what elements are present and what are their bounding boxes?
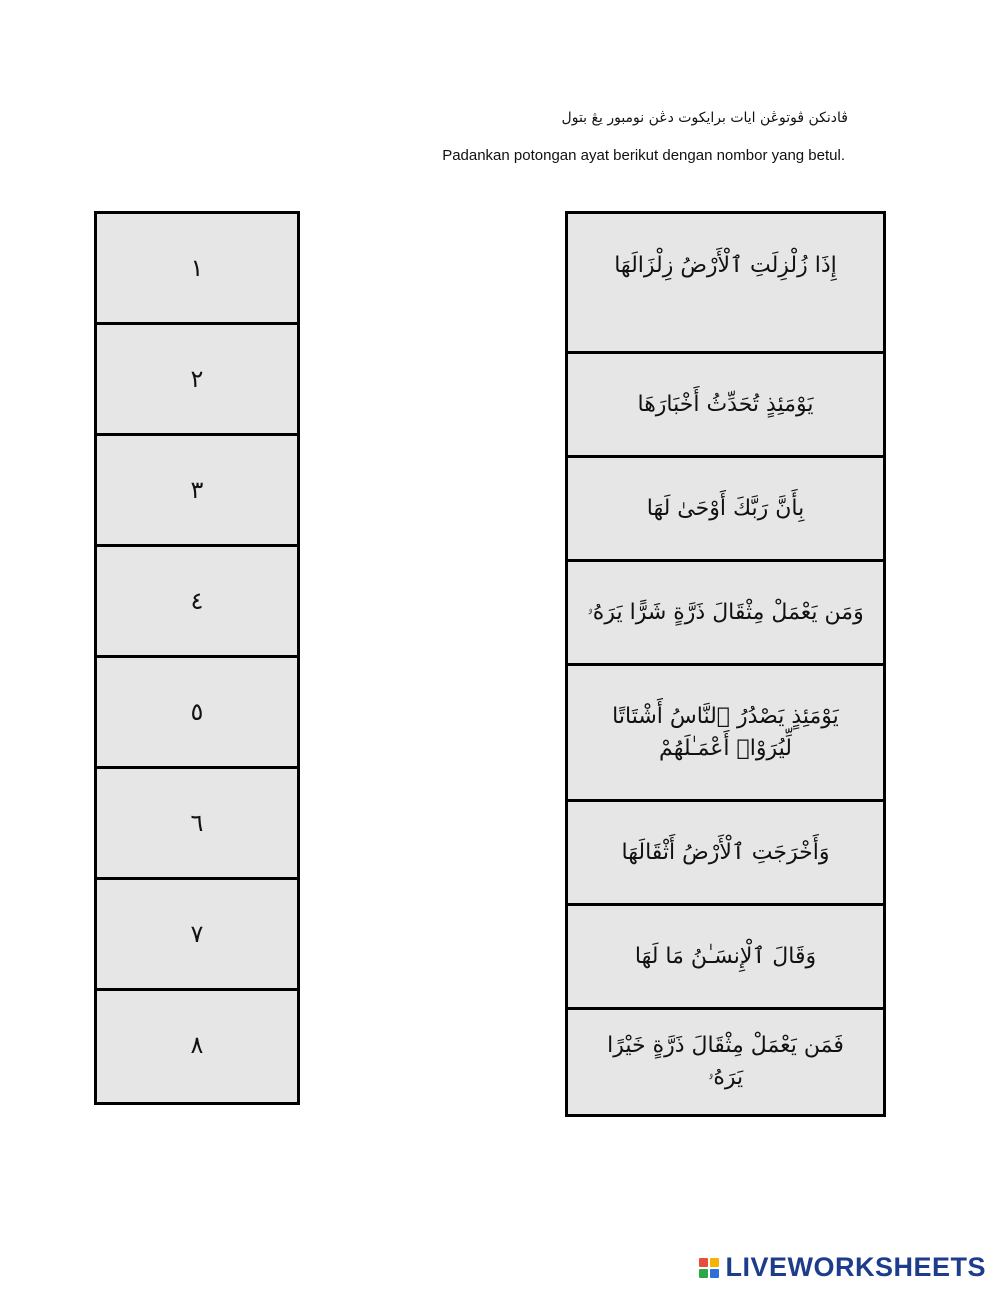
verses-column: [565, 211, 886, 1117]
verse-box-5[interactable]: يَوْمَئِذٍ يَصْدُرُ ٱلنَّاسُ أَشْتَاتًا لِّيُرَوْا۟ أَعْمَـٰلَهُمْ: [568, 666, 883, 802]
numbers-column: [94, 211, 300, 1105]
verse-box-8[interactable]: فَمَن يَعْمَلْ مِثْقَالَ ذَرَّةٍ خَيْرًا يَرَهُۥ: [607, 1033, 844, 1090]
logo-text: LIVEWORKSHEETS: [725, 1252, 986, 1282]
verse-box-7[interactable]: وَقَالَ ٱلْإِنسَـٰنُ مَا لَهَا: [568, 906, 883, 1010]
instruction-jawi: ڤادنكن ڤوتوڠن ايات برايكوت دڠن نومبور يڠ بتول: [561, 110, 848, 126]
number-box-6[interactable]: ٦: [97, 769, 297, 880]
verse-box-2[interactable]: يَوْمَئِذٍ تُحَدِّثُ أَخْبَارَهَا: [568, 354, 883, 458]
number-box-3[interactable]: ٣: [97, 436, 297, 547]
number-box-7[interactable]: ٧: [97, 880, 297, 991]
verse-box-6[interactable]: وَأَخْرَجَتِ ٱلْأَرْضُ أَثْقَالَهَا: [568, 802, 883, 906]
verse-box-4[interactable]: وَمَن يَعْمَلْ مِثْقَالَ ذَرَّةٍ شَرًّا يَرَهُۥ: [568, 562, 883, 666]
number-box-2[interactable]: ٢: [97, 325, 297, 436]
liveworksheets-logo-icon: [699, 1258, 719, 1278]
number-box-1[interactable]: ١: [97, 214, 297, 325]
verse-box-3[interactable]: بِأَنَّ رَبَّكَ أَوْحَىٰ لَهَا: [568, 458, 883, 562]
instruction-malay: Padankan potongan ayat berikut dengan nombor yang betul.: [442, 147, 845, 164]
number-box-4[interactable]: ٤: [97, 547, 297, 658]
verse-box-1[interactable]: إِذَا زُلْزِلَتِ ٱلْأَرْضُ زِلْزَالَهَا: [568, 214, 883, 354]
number-box-8[interactable]: ٨: [190, 1031, 204, 1059]
number-box-5[interactable]: ٥: [97, 658, 297, 769]
liveworksheets-logo: [699, 1252, 986, 1283]
